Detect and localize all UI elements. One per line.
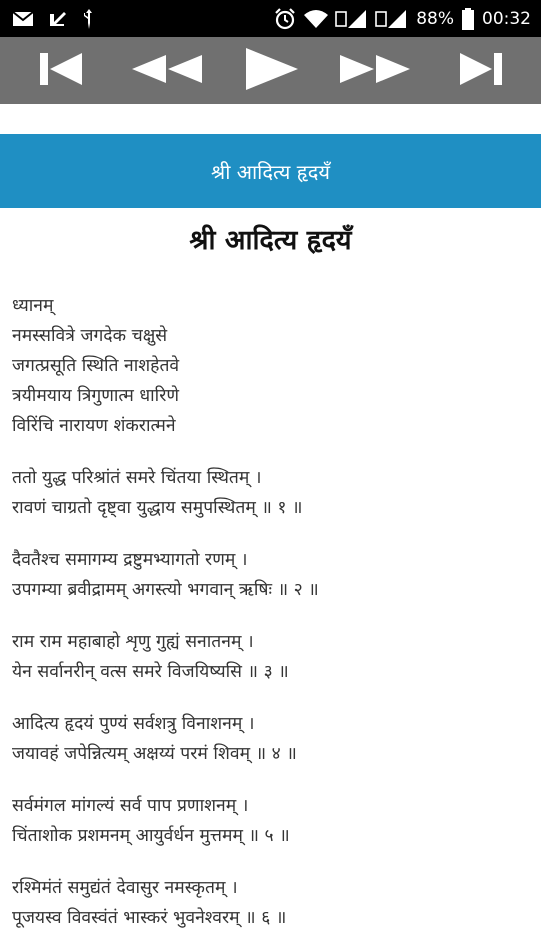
stanza-line: आदित्य हृदयं पुण्यं सर्वशत्रु विनाशनम् । [12, 714, 255, 734]
spacer [0, 104, 541, 134]
clock: 00:32 [482, 8, 531, 29]
stanza-line: उपगम्या ब्रवीद्रामम् अगस्त्यो भगवान् ऋषिः ॥ २ ॥ [12, 580, 319, 600]
stanza-1 [12, 463, 529, 523]
stanza-line: त्रयीमयाय त्रिगुणात्म धारिणे [12, 386, 180, 406]
stanza-line: रश्मिमंतं समुद्यंतं देवासुर नमस्कृतम् । [12, 878, 238, 898]
stanza-2 [12, 545, 529, 605]
stanza-line: जयावहं जपेन्नित्यम् अक्षय्यं परमं शिवम् ॥ ४ ॥ [12, 744, 297, 764]
battery-percentage: 88% [416, 8, 454, 29]
rewind-icon [126, 47, 206, 95]
stanza-line: जगत्प्रसूति स्थिति नाशहेतवे [12, 356, 180, 376]
skip-previous-icon [36, 47, 86, 95]
stanza-4 [12, 709, 529, 769]
usb-icon [82, 9, 96, 29]
battery-icon [462, 8, 474, 30]
player-controls [0, 37, 541, 104]
stanza-line: राम राम महाबाहो शृणु गुह्यं सनातनम् । [12, 632, 254, 652]
alarm-icon [274, 8, 296, 30]
skip-next-button[interactable] [436, 41, 526, 101]
skip-next-icon [456, 47, 506, 95]
stanza-line: विरिंचि नारायण शंकरात्मने [12, 416, 176, 436]
stanza-line: दैवतैश्च समागम्य द्रष्टुमभ्यागतो रणम् । [12, 550, 248, 570]
title-bar [0, 134, 541, 208]
stanza-line: सर्वमंगल मांगल्यं सर्व पाप प्रणाशनम् । [12, 796, 249, 816]
stanza-line: ध्यानम् [12, 296, 54, 316]
page-title: श्री आदित्य हृदयँ [189, 225, 352, 256]
system-indicators [266, 8, 531, 30]
play-button[interactable] [226, 41, 316, 101]
signal-sim2-icon [376, 8, 408, 30]
stanza-5 [12, 791, 529, 851]
stanza-line: ततो युद्ध परिश्रांतं समरे चिंतया स्थितम् । [12, 468, 262, 488]
skip-previous-button[interactable] [16, 41, 106, 101]
stotra-content[interactable] [0, 208, 541, 928]
stanza-line: रावणं चाग्रतो दृष्ट्वा युद्धाय समुपस्थितम् ॥ १ ॥ [12, 498, 303, 518]
stanza-dhyanam [12, 291, 529, 441]
stanza-6 [12, 873, 529, 933]
status-bar [0, 0, 541, 37]
stanza-line: येन सर्वानरीन् वत्स समरे विजयिष्यसि ॥ ३ ॥ [12, 662, 289, 682]
missed-call-icon [48, 10, 68, 28]
fast-forward-button[interactable] [331, 41, 421, 101]
fast-forward-icon [336, 47, 416, 95]
stanza-line: चिंताशोक प्रशमनम् आयुर्वर्धन मुत्तमम् ॥ ५ ॥ [12, 826, 290, 846]
stanza-line: पूजयस्व विवस्वंतं भास्करं भुवनेश्वरम् ॥ ६ ॥ [12, 908, 287, 928]
signal-sim1-icon [336, 8, 368, 30]
notification-icons [12, 9, 110, 29]
rewind-button[interactable] [121, 41, 211, 101]
title-bar-text: श्री आदित्य हृदयँ [211, 159, 330, 184]
mail-icon [12, 11, 34, 27]
play-icon [240, 46, 302, 96]
wifi-icon [304, 9, 328, 29]
stanza-3 [12, 627, 529, 687]
stanza-line: नमस्सवित्रे जगदेक चक्षुसे [12, 326, 168, 346]
